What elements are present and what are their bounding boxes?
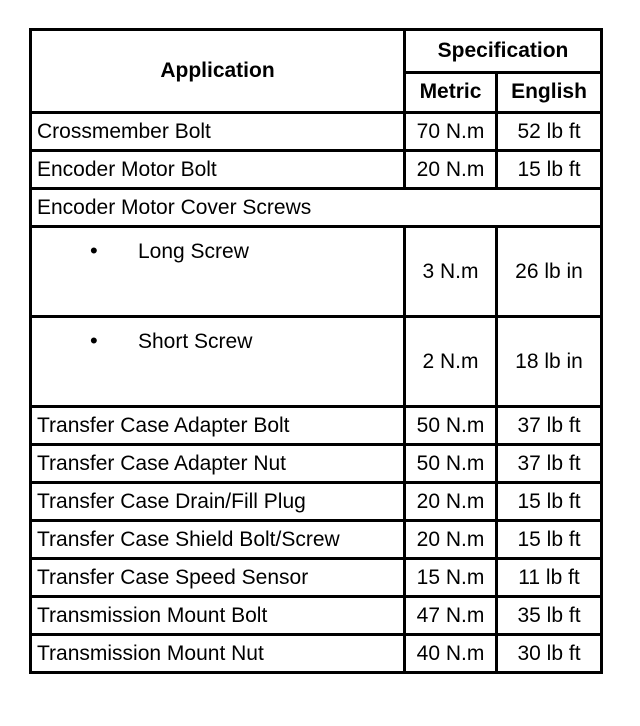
table-row bbox=[31, 317, 602, 407]
metric-cell: 3 N.m bbox=[405, 227, 497, 317]
english-cell: 11 lb ft bbox=[497, 559, 602, 597]
application-cell bbox=[31, 227, 405, 317]
metric-cell: 20 N.m bbox=[405, 483, 497, 521]
metric-cell: 2 N.m bbox=[405, 317, 497, 407]
group-header-row bbox=[31, 189, 602, 227]
application-cell: Encoder Motor Bolt bbox=[31, 151, 405, 189]
application-cell: Transmission Mount Nut bbox=[31, 635, 405, 673]
application-cell: Transfer Case Drain/Fill Plug bbox=[31, 483, 405, 521]
metric-cell: 70 N.m bbox=[405, 113, 497, 151]
table-row bbox=[31, 635, 602, 673]
table-row bbox=[31, 445, 602, 483]
english-cell: 15 lb ft bbox=[497, 483, 602, 521]
english-cell: 37 lb ft bbox=[497, 407, 602, 445]
english-cell: 37 lb ft bbox=[497, 445, 602, 483]
column-header-english: English bbox=[497, 72, 602, 112]
application-cell: Crossmember Bolt bbox=[31, 113, 405, 151]
column-header-specification: Specification bbox=[405, 30, 602, 73]
table-row bbox=[31, 521, 602, 559]
english-cell: 26 lb in bbox=[497, 227, 602, 317]
english-cell: 35 lb ft bbox=[497, 597, 602, 635]
sub-item-label: Short Screw bbox=[138, 330, 253, 353]
metric-cell: 40 N.m bbox=[405, 635, 497, 673]
application-cell: Transmission Mount Bolt bbox=[31, 597, 405, 635]
metric-cell: 20 N.m bbox=[405, 151, 497, 189]
table-row bbox=[31, 597, 602, 635]
application-cell: Transfer Case Shield Bolt/Screw bbox=[31, 521, 405, 559]
table-row bbox=[31, 407, 602, 445]
application-cell: Transfer Case Adapter Bolt bbox=[31, 407, 405, 445]
sub-item-label: Long Screw bbox=[138, 240, 249, 263]
english-cell: 15 lb ft bbox=[497, 151, 602, 189]
metric-cell: 15 N.m bbox=[405, 559, 497, 597]
group-label-cell: Encoder Motor Cover Screws bbox=[31, 189, 602, 227]
table-row bbox=[31, 151, 602, 189]
metric-cell: 50 N.m bbox=[405, 407, 497, 445]
metric-cell: 20 N.m bbox=[405, 521, 497, 559]
metric-cell: 47 N.m bbox=[405, 597, 497, 635]
bullet-icon: • bbox=[90, 328, 98, 353]
table-row bbox=[31, 559, 602, 597]
application-cell: Transfer Case Adapter Nut bbox=[31, 445, 405, 483]
english-cell: 15 lb ft bbox=[497, 521, 602, 559]
torque-specification-table bbox=[29, 28, 603, 674]
metric-cell: 50 N.m bbox=[405, 445, 497, 483]
english-cell: 52 lb ft bbox=[497, 113, 602, 151]
table-row bbox=[31, 483, 602, 521]
column-header-metric: Metric bbox=[405, 72, 497, 112]
table-row bbox=[31, 113, 602, 151]
bullet-icon: • bbox=[90, 238, 98, 263]
english-cell: 18 lb in bbox=[497, 317, 602, 407]
application-cell bbox=[31, 317, 405, 407]
english-cell: 30 lb ft bbox=[497, 635, 602, 673]
application-cell: Transfer Case Speed Sensor bbox=[31, 559, 405, 597]
table-row bbox=[31, 227, 602, 317]
column-header-application: Application bbox=[31, 30, 405, 113]
